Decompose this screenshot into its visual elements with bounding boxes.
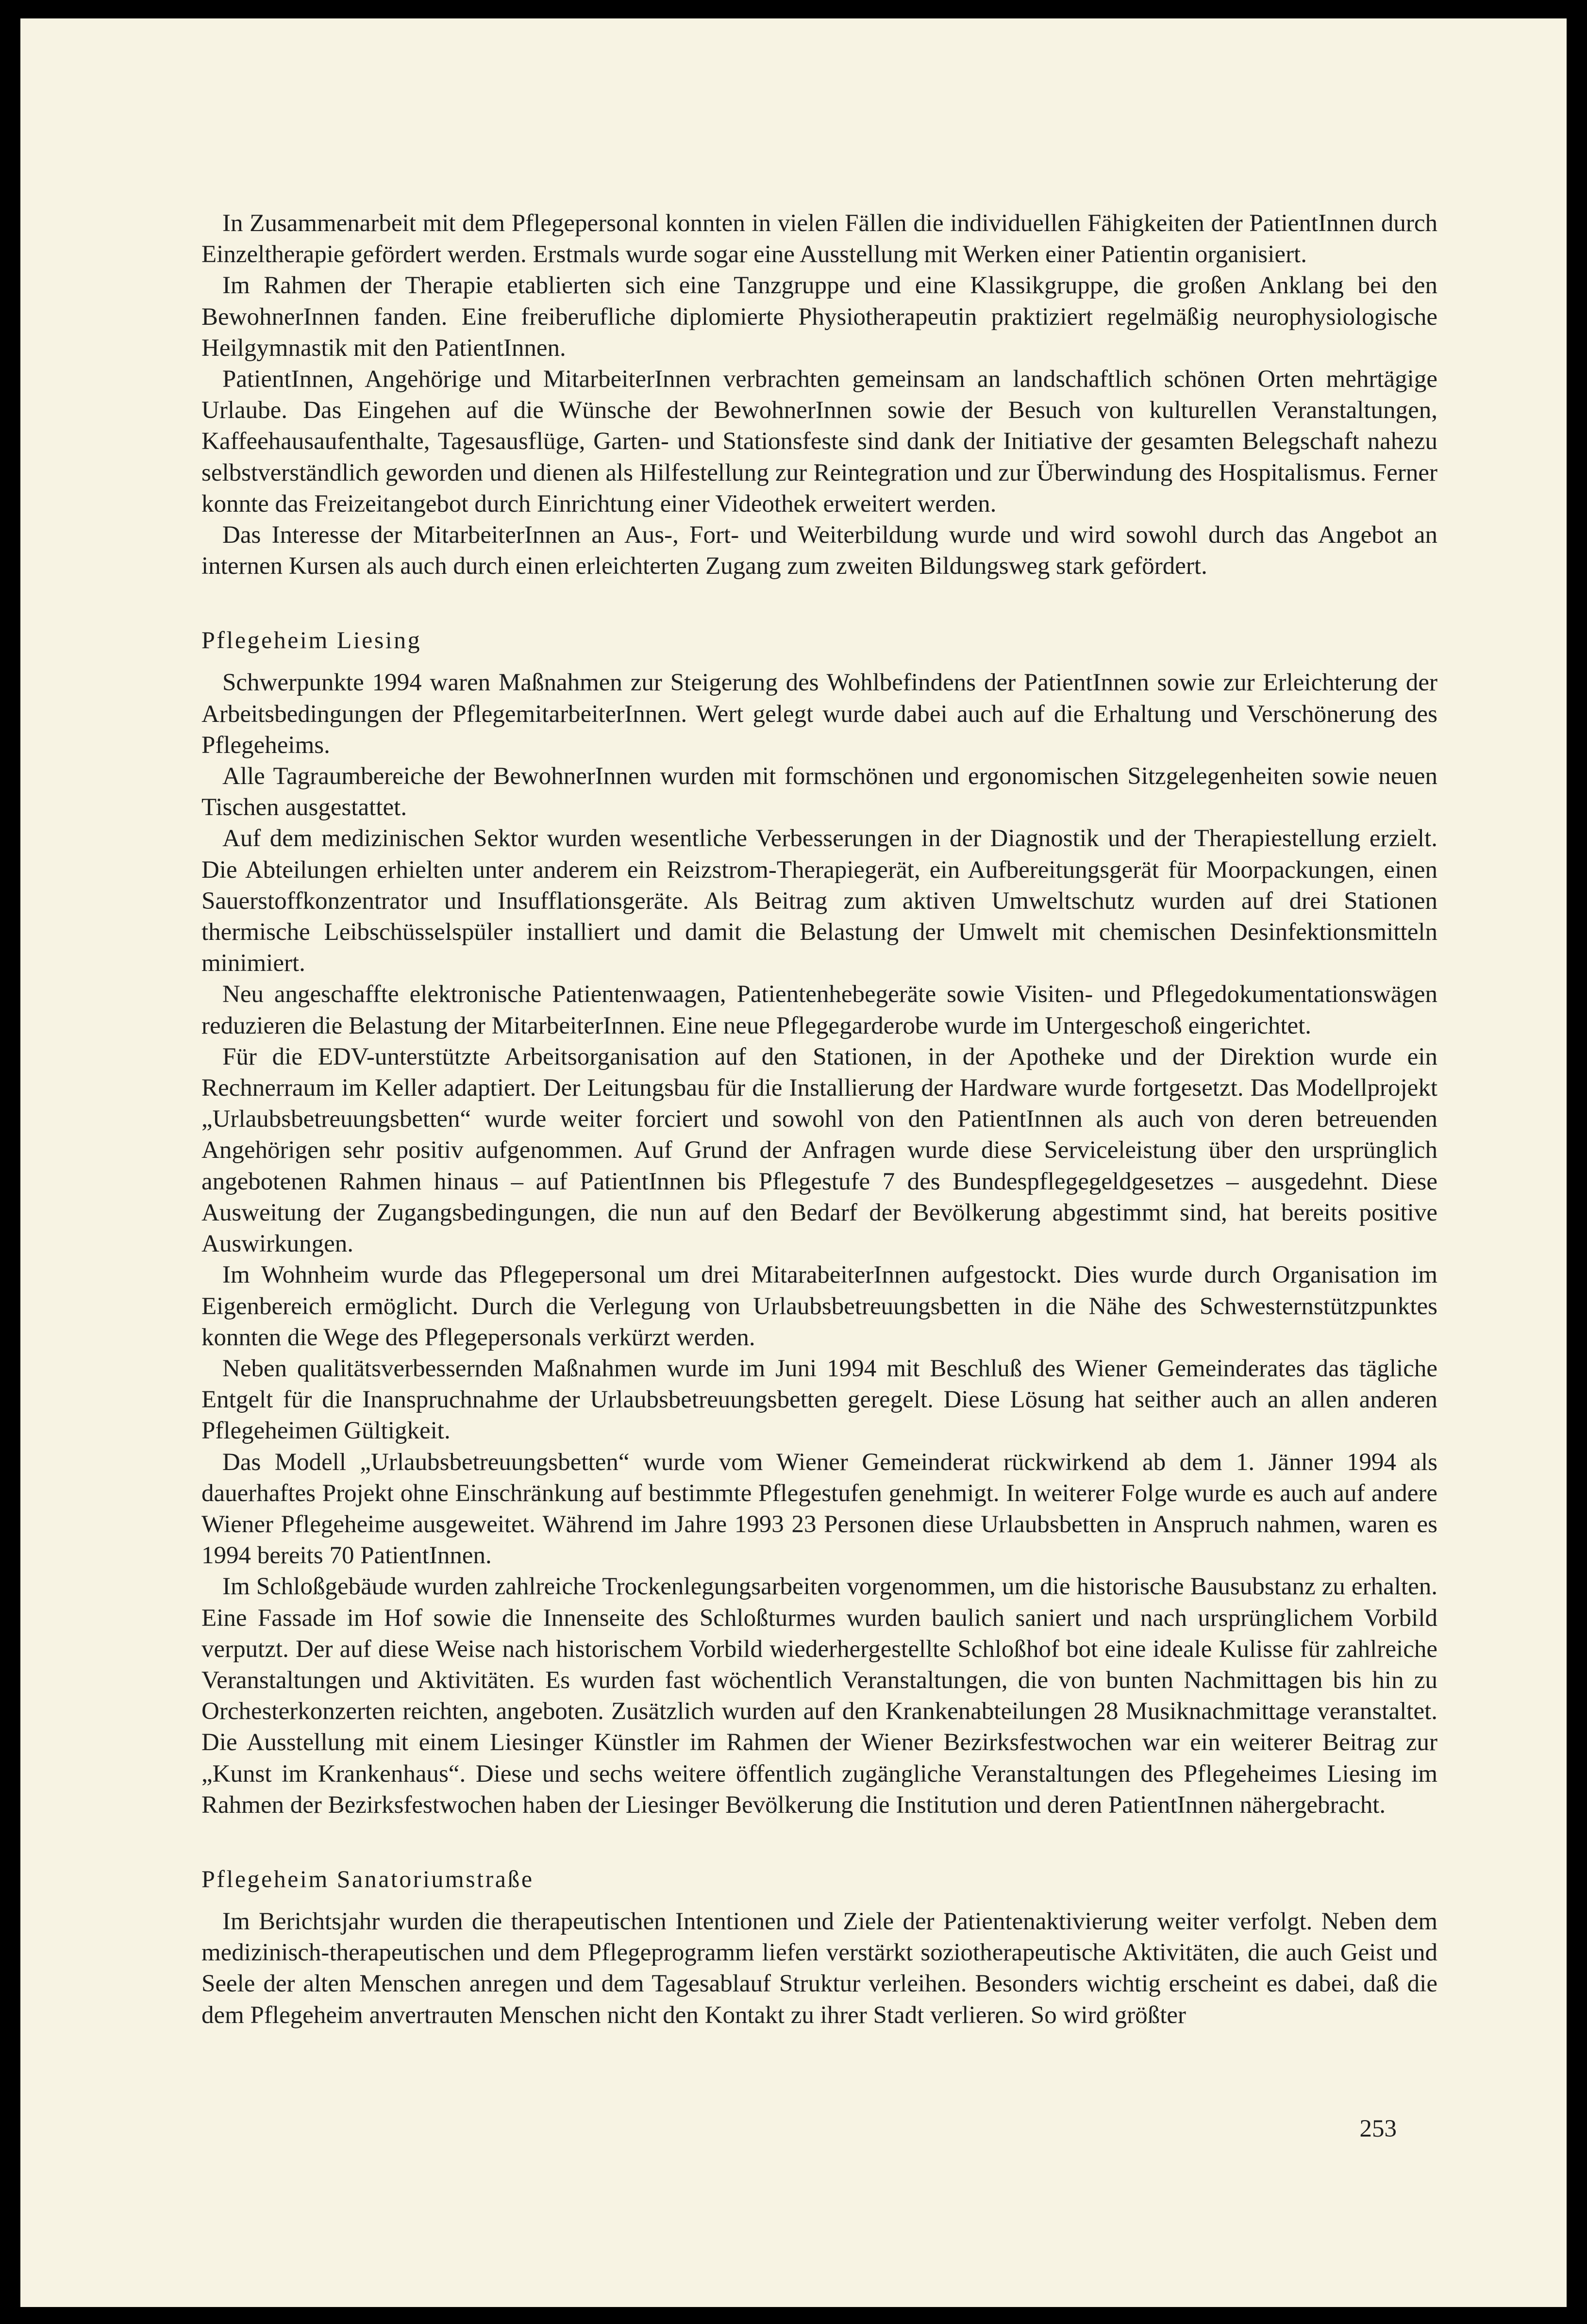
paragraph: Auf dem medizinischen Sektor wurden wesentliche Verbesserungen in der Diagnostik und der Therapiestellung erzielt. Die Abteilungen erhielten unter anderem ein Reizstrom-Therapiegerät, ein Aufbereitungsgerät für Moorpackungen, einen Sauerstoffkonzentrator und Insufflationsgeräte. Als Beitrag zum aktiven Umweltschutz wurden auf drei Stationen thermische Leibschüsselspüler installiert und damit die Belastung der Umwelt mit chemischen Desinfektionsmitteln minimiert. [201, 825, 1437, 977]
paragraph: Im Wohnheim wurde das Pflegepersonal um drei MitarabeiterInnen aufgestockt. Dies wurde durch Organisation im Eigenbereich ermöglicht. Durch die Verlegung von Urlaubsbetreuungsbetten in die Nähe des Schwesternstützpunktes konnten die Wege des Pflegepersonals verkürzt werden. [201, 1261, 1437, 1351]
paragraph: Neu angeschaffte elektronische Patientenwaagen, Patientenhebegeräte sowie Visiten- und Pflegedokumentationswägen reduzieren die Belastung der MitarbeiterInnen. Eine neue Pflegegarderobe wurde im Untergeschoß eingerichtet. [201, 981, 1437, 1039]
page-number: 253 [1359, 2115, 1397, 2142]
intro-section [201, 208, 1437, 582]
section-heading-liesing: Pflegeheim Liesing [201, 626, 422, 654]
section-sanatorium [201, 1906, 1437, 2031]
document-page [20, 18, 1567, 2307]
paragraph: Neben qualitätsverbessernden Maßnahmen wurde im Juni 1994 mit Beschluß des Wiener Gemeinderates das tägliche Entgelt für die Inanspruchnahme der Urlaubsbetreuungsbetten geregelt. Diese Lösung hat seither auch an allen anderen Pflegeheimen Gültigkeit. [201, 1354, 1437, 1445]
paragraph: Im Rahmen der Therapie etablierten sich eine Tanzgruppe und eine Klassikgruppe, die großen Anklang bei den BewohnerInnen fanden. Eine freiberufliche diplomierte Physiotherapeutin praktiziert regelmäßig neurophysiologische Heilgymnastik mit den PatientInnen. [201, 272, 1437, 362]
paragraph: Für die EDV-unterstützte Arbeitsorganisation auf den Stationen, in der Apotheke und der Direktion wurde ein Rechnerraum im Keller adaptiert. Der Leitungsbau für die Installierung der Hardware wurde fortgesetzt. Das Modellprojekt „Urlaubsbetreuungsbetten“ wurde weiter forciert und sowohl von den PatientInnen als auch von deren betreuenden Angehörigen sehr positiv aufgenommen. Auf Grund der Anfragen wurde diese Serviceleistung über den ursprünglich angebotenen Rahmen hinaus – auf PatientInnen bis Pflegestufe 7 des Bundespflegegeldgesetzes – ausgedehnt. Diese Ausweitung der Zugangsbedingungen, die nun auf den Bedarf der Bevölkerung abgestimmt sind, hat bereits positive Auswirkungen. [201, 1043, 1437, 1258]
paragraph: Das Interesse der MitarbeiterInnen an Aus-, Fort- und Weiterbildung wurde und wird sowohl durch das Angebot an internen Kursen als auch durch einen erleichterten Zugang zum zweiten Bildungsweg stark gefördert. [201, 521, 1437, 580]
section-liesing [201, 667, 1437, 1821]
paragraph: Das Modell „Urlaubsbetreuungsbetten“ wurde vom Wiener Gemeinderat rückwirkend ab dem 1. Jänner 1994 als dauerhaftes Projekt ohne Einschränkung auf bestimmte Pflegestufen genehmigt. In weiterer Folge wurde es auch auf andere Wiener Pflegeheime ausgeweitet. Während im Jahre 1993 23 Personen diese Urlaubsbetten in Anspruch nahmen, waren es 1994 bereits 70 PatientInnen. [201, 1448, 1437, 1570]
body-text [201, 208, 1437, 2031]
paragraph: Im Berichtsjahr wurden die therapeutischen Intentionen und Ziele der Patientenaktivierung weiter verfolgt. Neben dem medizinisch-therapeutischen und dem Pflegeprogramm liefen verstärkt soziotherapeutische Aktivitäten, die auch Geist und Seele der alten Menschen anregen und dem Tagesablauf Struktur verleihen. Besonders wichtig erscheint es dabei, daß die dem Pflegeheim anvertrauten Menschen nicht den Kontakt zu ihrer Stadt verlieren. So wird größter [201, 1907, 1437, 2029]
paragraph: Im Schloßgebäude wurden zahlreiche Trockenlegungsarbeiten vorgenommen, um die historische Bausubstanz zu erhalten. Eine Fassade im Hof sowie die Innenseite des Schloßturmes wurden baulich saniert und nach ursprünglichem Vorbild verputzt. Der auf diese Weise nach historischem Vorbild wiederhergestellte Schloßhof bot eine ideale Kulisse für zahlreiche Veranstaltungen und Aktivitäten. Es wurden fast wöchentlich Veranstaltungen, die von bunten Nachmittagen bis hin zu Orchesterkonzerten reichten, angeboten. Zusätzlich wurden auf den Krankenabteilungen 28 Musiknachmittage veranstaltet. Die Ausstellung mit einem Liesinger Künstler im Rahmen der Wiener Bezirksfestwochen war ein weiterer Beitrag zur „Kunst im Krankenhaus“. Diese und sechs weitere öffentlich zugängliche Veranstaltungen des Pflegeheimes Liesing im Rahmen der Bezirksfestwochen haben der Liesinger Bevölkerung die Institution und deren PatientInnen nähergebracht. [201, 1573, 1437, 1819]
paragraph: In Zusammenarbeit mit dem Pflegepersonal konnten in vielen Fällen die individuellen Fähigkeiten der PatientInnen durch Einzeltherapie gefördert werden. Erstmals wurde sogar eine Ausstellung mit Werken einer Patientin organisiert. [201, 210, 1437, 268]
paragraph: Schwerpunkte 1994 waren Maßnahmen zur Steigerung des Wohlbefindens der PatientInnen sowie zur Erleichterung der Arbeitsbedingungen der PflegemitarbeiterInnen. Wert gelegt wurde dabei auch auf die Erhaltung und Verschönerung des Pflegeheims. [201, 669, 1437, 759]
paragraph: Alle Tagraumbereiche der BewohnerInnen wurden mit formschönen und ergonomischen Sitzgelegenheiten sowie neuen Tischen ausgestattet. [201, 763, 1437, 821]
paragraph: PatientInnen, Angehörige und MitarbeiterInnen verbrachten gemeinsam an landschaftlich schönen Orten mehrtägige Urlaube. Das Eingehen auf die Wünsche der BewohnerInnen sowie der Besuch von kulturellen Veranstaltungen, Kaffeehausaufenthalte, Tagesausflüge, Garten- und Stationsfeste sind dank der Initiative der gesamten Belegschaft nahezu selbstverständlich geworden und dienen als Hilfestellung zur Reintegration und zur Überwindung des Hospitalismus. Ferner konnte das Freizeitangebot durch Einrichtung einer Videothek erweitert werden. [201, 366, 1437, 518]
section-heading-sanatorium: Pflegeheim Sanatoriumstraße [201, 1865, 534, 1892]
